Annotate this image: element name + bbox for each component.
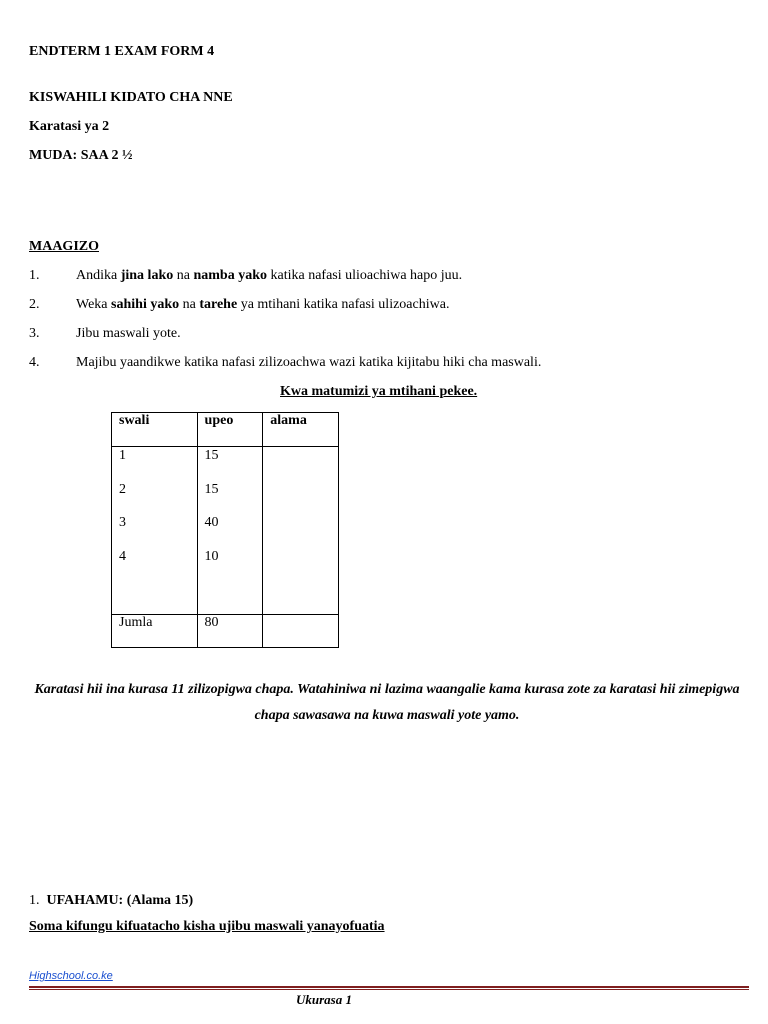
total-score [263, 615, 339, 648]
footer-rule-thin [29, 989, 749, 990]
footer-link[interactable]: Highschool.co.ke [29, 970, 113, 982]
instruction-1: Andika jina lako na namba yako katika nafasi ulioachiwa hapo juu. [76, 268, 463, 283]
instruction-number: 1. [29, 268, 40, 283]
instruction-3: Jibu maswali yote. [76, 326, 181, 341]
section-title: UFAHAMU: (Alama 15) [46, 893, 194, 908]
page-number: Ukurasa 1 [296, 992, 352, 1007]
paper-number: Karatasi ya 2 [29, 119, 110, 134]
pages-note: Karatasi hii ina kurasa 11 zilizopigwa chapa. Watahiniwa ni lazima waangalie kama kurasa zote za karatasi hii zimepigwa chapa sawasawa na kuwa maswali yote yamo. [34, 682, 740, 723]
section-instruction: Soma kifungu kifuatacho kisha ujibu maswali yanayofuatia [29, 919, 385, 934]
max-marks: 15 [204, 481, 219, 497]
table-header-cell: swali [112, 413, 198, 447]
table-row [112, 447, 339, 615]
table-total-row [112, 615, 339, 648]
table-header-cell: upeo [197, 413, 263, 447]
score-column [263, 447, 339, 615]
max-marks: 15 [204, 448, 219, 463]
section-number: 1. [29, 893, 40, 908]
question-column [112, 447, 198, 615]
question-number: 3 [119, 515, 126, 530]
exam-duration: MUDA: SAA 2 ½ [29, 148, 133, 163]
max-marks: 40 [204, 515, 219, 530]
instruction-number: 3. [29, 326, 40, 341]
footer-rule [29, 986, 749, 988]
exam-title: ENDTERM 1 EXAM FORM 4 [29, 44, 215, 59]
question-number: 4 [119, 548, 126, 564]
total-label: Jumla [112, 615, 198, 648]
max-marks-column [197, 447, 263, 615]
max-marks: 10 [204, 548, 219, 564]
question-number: 2 [119, 481, 126, 497]
section-heading [29, 893, 193, 909]
total-value: 80 [197, 615, 263, 648]
instructions-heading: MAAGIZO [29, 239, 99, 254]
table-header-cell: alama [263, 413, 339, 447]
instruction-number: 2. [29, 297, 40, 312]
subject-title: KISWAHILI KIDATO CHA NNE [29, 90, 233, 105]
instruction-4: Majibu yaandikwe katika nafasi zilizoachwa wazi katika kijitabu hiki cha maswali. [76, 355, 542, 370]
table-header-row [112, 413, 339, 447]
question-number: 1 [119, 448, 126, 463]
instruction-number: 4. [29, 355, 40, 370]
instruction-2: Weka sahihi yako na tarehe ya mtihani katika nafasi ulizoachiwa. [76, 297, 450, 312]
table-caption: Kwa matumizi ya mtihani pekee. [280, 384, 478, 399]
examiner-table [111, 412, 339, 648]
